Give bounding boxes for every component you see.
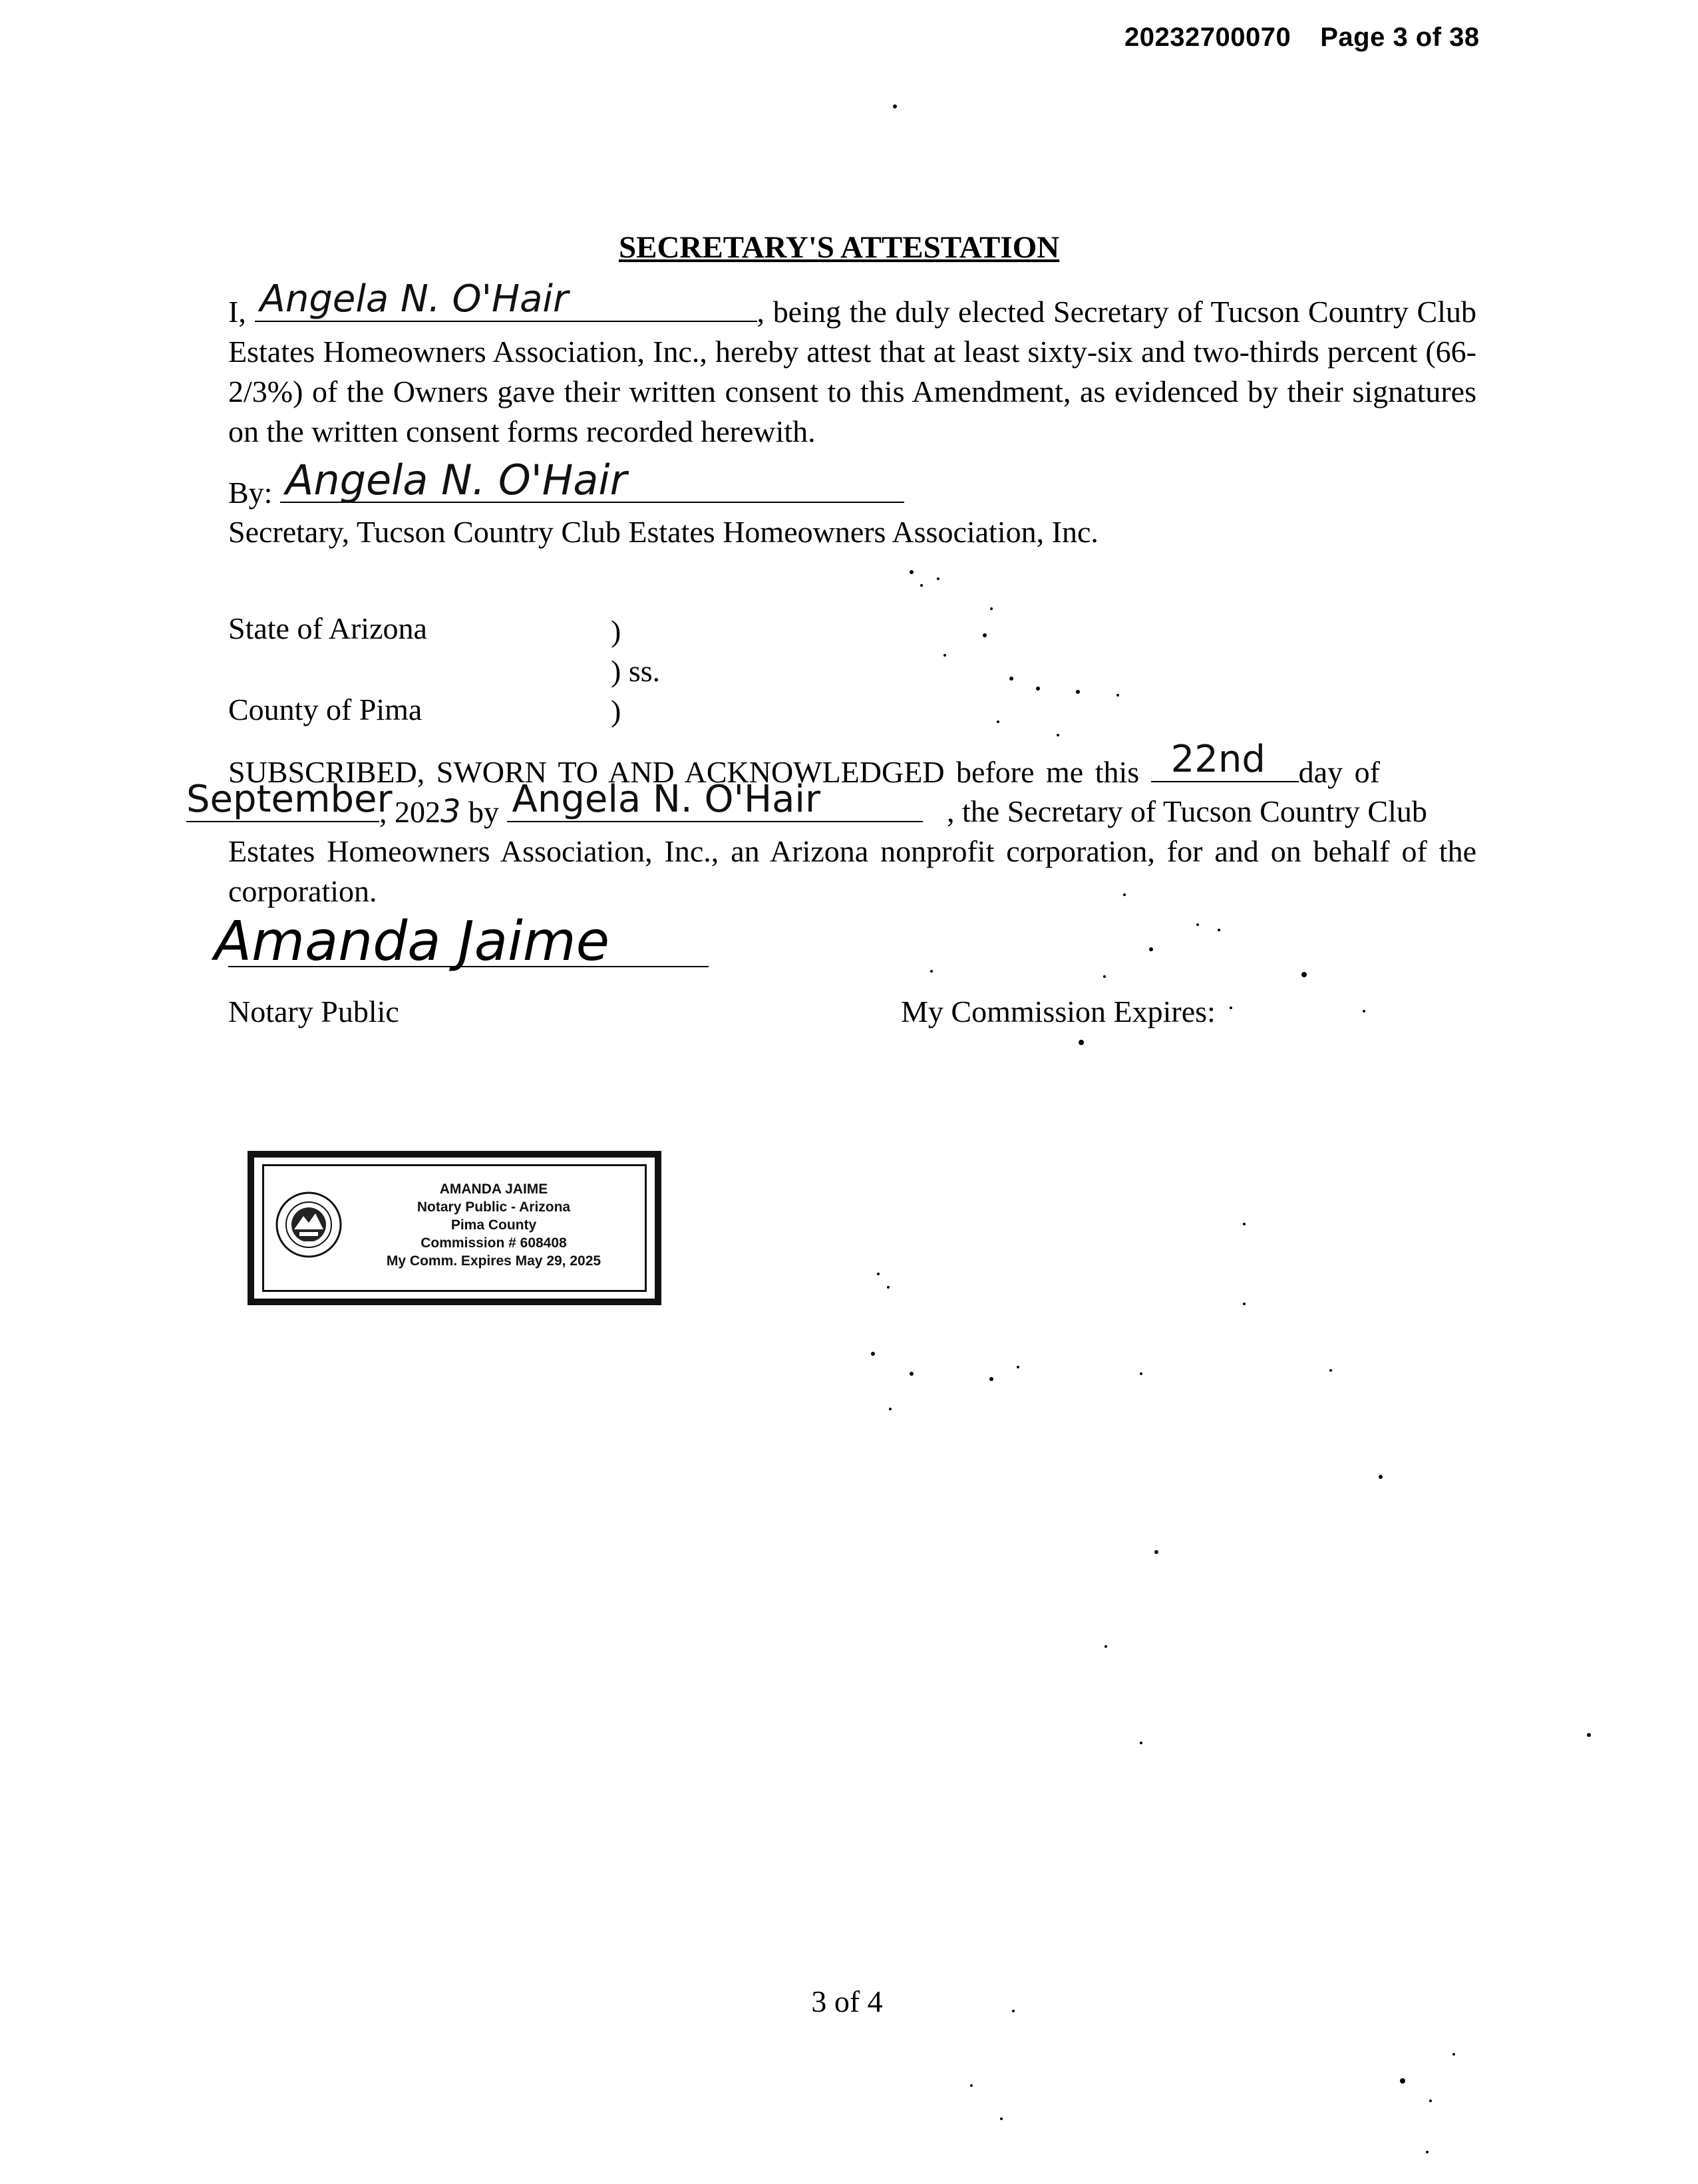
- year-prefix: , 202: [379, 795, 440, 829]
- stamp-name: AMANDA JAIME: [439, 1181, 548, 1197]
- stamp-line-2: Notary Public - Arizona: [417, 1199, 571, 1215]
- year-digit-handwritten: 3: [440, 793, 461, 830]
- opening-word: I,: [228, 295, 246, 329]
- stamp-line-4: Commission # 608408: [421, 1235, 567, 1251]
- notary-signature-handwritten: Amanda Jaime: [214, 910, 610, 973]
- acknowledgment-rest: Estates Homeowners Association, Inc., an Arizona nonprofit corporation, for and on behalf of the corporation.: [228, 834, 1476, 908]
- day-handwritten: 22nd: [1170, 738, 1266, 781]
- by-text: by: [468, 795, 500, 829]
- page-footer: [0, 1984, 1698, 2019]
- footer-page-of: 3 of 4: [811, 1984, 883, 2018]
- by-signature-handwritten: Angela N. O'Hair: [285, 456, 627, 504]
- month-handwritten: September: [186, 778, 393, 821]
- day-suffix: day of: [1298, 755, 1380, 789]
- stamp-line-5: My Comm. Expires May 29, 2025: [386, 1253, 601, 1269]
- attestation-title: SECRETARY'S ATTESTATION: [619, 230, 1060, 265]
- attestation-body: , being the duly elected Secretary of Tucson Country Club Estates Homeowners Association, Inc., hereby attest that at least sixty-six and two-thirds percent (66-2/3%) of the Owners gave their written consent to this Amendment, as evidenced by their signatures on the written consent forms recorded herewith.: [228, 295, 1477, 448]
- notary-public-label: Notary Public: [228, 995, 399, 1028]
- venue-ss: ) ss.: [611, 654, 661, 688]
- stamp-line-3: Pima County: [450, 1217, 537, 1233]
- venue-paren-bottom: ): [611, 694, 621, 728]
- signer-title: Secretary, Tucson Country Club Estates Homeowners Association, Inc.: [228, 515, 1099, 549]
- commission-expires-label: My Commission Expires:: [901, 995, 1216, 1028]
- venue-state: State of Arizona: [228, 611, 427, 645]
- by-label: By:: [228, 476, 273, 510]
- acknowledgment-lead: SUBSCRIBED, SWORN TO AND ACKNOWLEDGED before me this: [228, 755, 1140, 789]
- acknowledgment-rest-line-2: , the Secretary of Tucson Country Club: [947, 794, 1427, 828]
- ack-name-handwritten: Angela N. O'Hair: [512, 778, 820, 821]
- venue-paren-top: ): [611, 614, 621, 648]
- document-number: 20232700070: [1124, 23, 1291, 52]
- venue-county: County of Pima: [228, 693, 423, 726]
- signer-name-handwritten: Angela N. O'Hair: [259, 277, 568, 321]
- page-label: Page 3 of 38: [1320, 23, 1480, 52]
